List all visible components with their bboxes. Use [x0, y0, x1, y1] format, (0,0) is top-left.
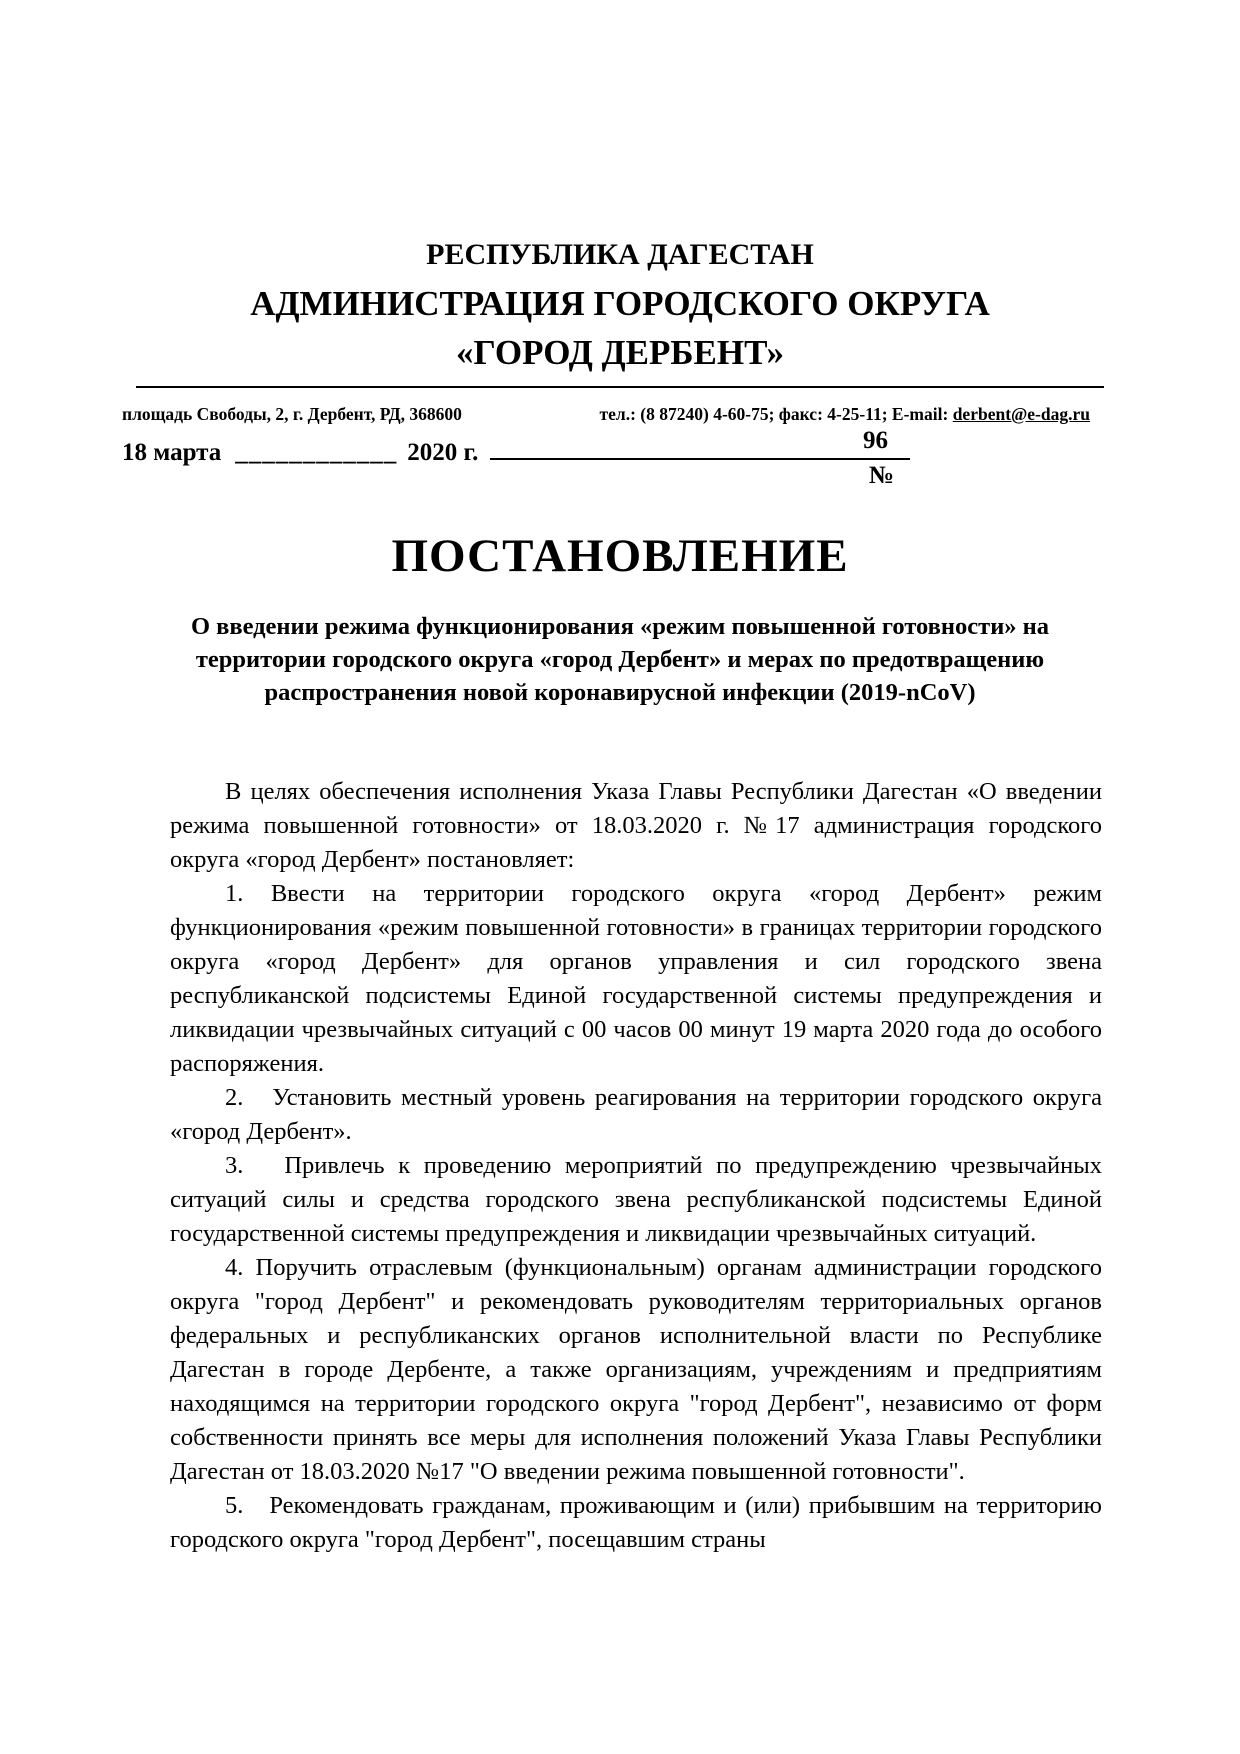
paragraph-item-3: 3. Привлечь к проведению мероприятий по предупреждению чрезвычайных ситуаций силы и средства городского звена республиканской подсистемы Единой государственной системы предупреждения и ликвидации чрезвычайных ситуаций. — [170, 1152, 1102, 1248]
letterhead-org-line2: «ГОРОД ДЕРБЕНТ» — [455, 333, 785, 372]
document-number-block — [490, 425, 910, 492]
email-link[interactable]: derbent@e-dag.ru — [952, 403, 1090, 424]
document-title: ПОСТАНОВЛЕНИЕ — [391, 529, 849, 582]
letterhead-divider — [136, 386, 1104, 388]
document-number: 96 — [490, 425, 910, 460]
letterhead-republic: РЕСПУБЛИКА ДАГЕСТАН — [426, 238, 814, 271]
document-body — [170, 775, 1102, 1557]
letterhead-info-row — [122, 404, 1090, 425]
paragraph-item-1: 1. Ввести на территории городского округа «город Дербент» режим функционирования «режим повышенной готовности» в границах территории городского округа «город Дербент» для органов управления и сил городского звена республиканской подсистемы Единой государственной системы предупреждения и ликвидации чрезвычайных ситуаций с 00 часов 00 минут 19 марта 2020 года до особого распоряжения. — [170, 880, 1102, 1078]
document-date — [122, 439, 478, 467]
paragraph-preamble: В целях обеспечения исполнения Указа Главы Республики Дагестан «О введении режима повышенной готовности» от 18.03.2020 г. №17 администрация городского округа «город Дербент» постановляет: — [170, 778, 1102, 874]
letterhead-contact-text: тел.: (8 87240) 4-60-75; факс: 4-25-11; E-mail: — [599, 403, 953, 424]
date-day: 18 марта — [122, 438, 222, 466]
paragraph-item-5: 5. Рекомендовать гражданам, проживающим и (или) прибывшим на территорию городского округа "город Дербент", посещавшим страны — [170, 1492, 1102, 1554]
letterhead-contact — [600, 404, 1090, 425]
letterhead-address: площадь Свободы, 2, г. Дербент, РД, 368600 — [122, 403, 462, 424]
letterhead-org-line1: АДМИНИСТРАЦИЯ ГОРОДСКОГО ОКРУГА — [250, 283, 990, 323]
date-blank-line: ____________ — [235, 438, 398, 466]
date-number-row — [122, 425, 1240, 505]
document-subject: О введении режима функционирования «режим повышенной готовности» на территории городского округа «город Дербент» и мерах по предотвращению распространения новой коронавирусной инфекции (2019-nCoV) — [190, 613, 1050, 707]
paragraph-item-4: 4. Поручить отраслевым (функциональным) органам администрации городского округа "город Дербент" и рекомендовать руководителям территориальных органов федеральных и республиканских органов исполнительной власти по Республике Дагестан в городе Дербенте, а также организациям, учреждениям и предприятиям находящимся на территории городского округа "город Дербент", независимо от форм собственности принять все меры для исполнения положений Указа Главы Республики Дагестан от 18.03.2020 №17 "О введении режима повышенной готовности". — [170, 1254, 1102, 1486]
letterhead — [0, 0, 1240, 505]
date-year: 2020 г. — [407, 438, 479, 466]
paragraph-item-2: 2. Установить местный уровень реагирования на территории городского округа «город Дербент». — [170, 1084, 1102, 1146]
number-sign: № — [868, 461, 894, 489]
